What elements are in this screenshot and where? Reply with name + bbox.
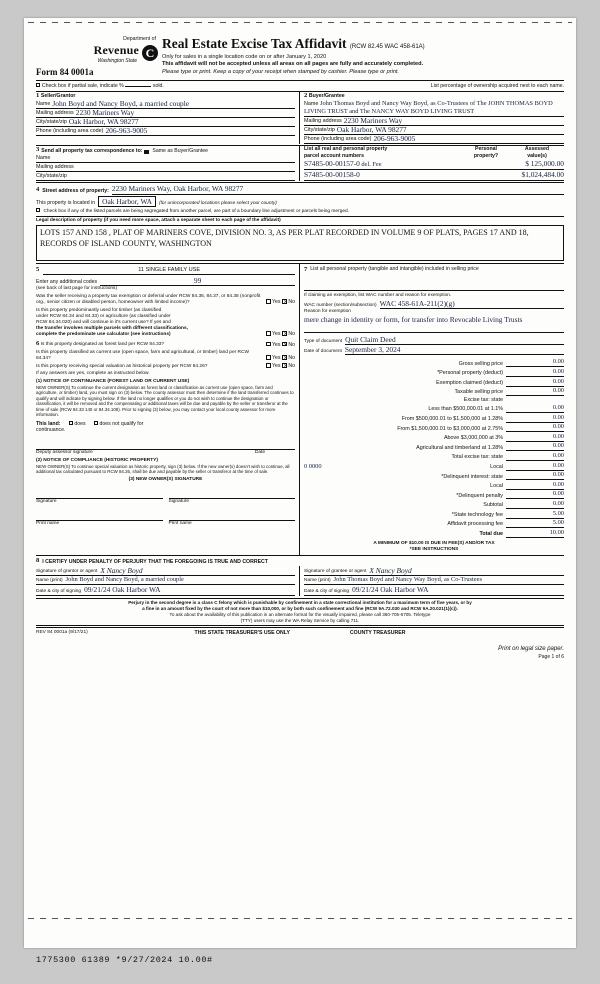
buyer-city-value: Oak Harbor, WA 98277 xyxy=(336,124,407,134)
assessed-value-2: $1,024,484.00 xyxy=(521,170,564,180)
money-label-16: *State technology fee xyxy=(451,511,503,518)
correspondence-mailing-field[interactable] xyxy=(36,163,295,172)
minimum-due-note-2: *SEE INSTRUCTIONS xyxy=(409,546,459,552)
additional-codes-value[interactable]: 99 xyxy=(100,276,295,286)
correspondence-city-label: City/state/zip xyxy=(36,173,67,180)
excise-tax-affidavit-form xyxy=(36,36,564,660)
land-does-label: does xyxy=(74,420,86,427)
seller-mailing-label: Mailing address xyxy=(36,109,74,116)
deputy-assessor-signature-field[interactable] xyxy=(36,439,295,450)
legal-description-value: LOTS 157 AND 158 , PLAT OF MARINERS COVE, DIVISION NO. 3, AS PER PLAT RECORDED IN VOLUME 9 OF PLATS, PAGES 17 AND 18, RECORDS OF ISLAND COUNTY, WASHINGTON xyxy=(40,228,529,249)
money-value-3[interactable]: 0.00 xyxy=(506,387,564,396)
money-label-13: Local xyxy=(490,483,503,490)
boundary-checkbox-row[interactable] xyxy=(36,208,564,215)
money-label-11: Local xyxy=(490,463,503,470)
grantor-signature-value[interactable]: X Nancy Boyd xyxy=(100,566,143,576)
section-8-certification xyxy=(36,555,564,596)
parcel-col1-line1: List all real and personal property xyxy=(304,146,388,153)
buyer-phone-value: 206-963-9005 xyxy=(373,133,416,143)
grantor-date-value[interactable]: 09/21/24 Oak Harbor WA xyxy=(84,585,161,595)
continuance-label: continuance. xyxy=(36,427,66,434)
header-line-1: Only for sales in a single location code on or after January 1, 2020 xyxy=(162,53,327,60)
question-timber-answer[interactable]: Yes X No xyxy=(266,331,295,338)
buyer-name-value: John Thomas Boyd and Nancy Way Boyd, as Co-Trustees of The JOHN THOMAS BOYD LIVING TRUST and The NANCY WAY BOYD LIVING TRUST xyxy=(304,100,553,116)
money-value-13[interactable]: 0.00 xyxy=(506,481,564,490)
question-historic-answer[interactable]: Yes X No xyxy=(266,363,295,370)
boundary-adjustment-label: Check box if any of the listed parcels are being segregated from another parcel, are part of a boundary line adjustment or parcels being merged. xyxy=(43,208,350,214)
signature-label-2: Signature xyxy=(168,498,190,504)
grantee-date-value[interactable]: 09/21/24 Oak Harbor WA xyxy=(352,585,429,595)
page-number: Page 1 of 6 xyxy=(538,653,564,660)
table-row[interactable] xyxy=(304,170,564,181)
section-6-number: 6 xyxy=(36,340,40,348)
money-value-0[interactable]: 0.00 xyxy=(506,358,564,367)
form-revision: REV 84 0001a (9/17/21) xyxy=(36,629,88,635)
sections-5-and-7 xyxy=(36,263,564,554)
correspondence-mailing-label: Mailing address xyxy=(36,164,74,171)
county-treasurer-label: COUNTY TREASURER xyxy=(349,629,406,636)
grantee-name-value[interactable]: John Thomas Boyd and Nancy Way Boyd, as Co-Trustees xyxy=(333,576,482,584)
notice-compliance-body: NEW OWNER(S) To continue special valuation as historic property, sign (3) below. If the new owner(s) doesn't wish to continue, all additional tax calculated pursuant to RCW 84.26, shall be due and payable by the seller or transferor at the time of sale. xyxy=(36,463,290,475)
assessed-value-1: $ 125,000.00 xyxy=(525,159,564,169)
parcel-col3-line2: value(s) xyxy=(527,152,547,159)
correspondence-city-field[interactable] xyxy=(36,172,295,181)
section-2-buyer xyxy=(300,92,564,144)
page-title xyxy=(162,36,564,53)
section-8-number: 8 xyxy=(36,556,40,564)
section-8-title: I CERTIFY UNDER PENALTY OF PERJURY THAT THE FOREGOING IS TRUE AND CORRECT xyxy=(42,558,268,565)
money-label-0: Gross selling price xyxy=(458,360,503,367)
money-label-2: Exemption claimed (deduct) xyxy=(436,379,503,386)
money-label-15: Subtotal xyxy=(483,502,503,509)
seller-city-label: City/state/zip xyxy=(36,118,67,125)
department-label: Department of xyxy=(123,36,156,42)
boundary-adjustment-checkbox[interactable] xyxy=(36,208,40,212)
bottom-dashed-edge xyxy=(28,918,572,919)
money-value-18[interactable]: 10.00 xyxy=(506,529,564,538)
signature-label-1: Signature xyxy=(36,498,57,504)
question-timber-text xyxy=(36,308,262,338)
wac-number-value[interactable]: WAC 458-61A-211(2)(g) xyxy=(380,299,564,309)
agency-block xyxy=(36,36,162,78)
land-does-not-label: does not qualify for xyxy=(99,420,144,427)
question-exemption-text: Was the seller receiving a property tax exemption or deferral under RCW 84.36, 84.37, or 84.38 (nonprofit org., senior citizen or disabled person, homeowner with limited income)? xyxy=(36,293,261,305)
partial-sale-row xyxy=(36,81,564,91)
seller-name-label: Name xyxy=(36,100,51,107)
if-any-yes-note: If any answers are yes, complete as instructed below. xyxy=(36,371,150,377)
grantee-signature-value[interactable]: X Nancy Boyd xyxy=(369,566,412,576)
question-forest-text: Is this property designated as forest land per RCW 84.33? xyxy=(40,342,165,348)
located-in-note: (for unincorporated locations please select your county) xyxy=(158,200,277,206)
seller-phone-label: Phone (including area code) xyxy=(36,127,104,134)
deputy-assessor-label: Deputy assessor signature xyxy=(36,449,93,455)
revenue-circle-logo-icon: C xyxy=(142,45,158,61)
parcel-number-1: S7485-00-00157-0 xyxy=(304,159,360,169)
street-address-label: Street address of property: xyxy=(42,188,109,195)
exemption-instruction: If claiming an exemption, list WAC number and reason for exemption. xyxy=(304,292,452,298)
question-exemption-answer[interactable]: Yes X No xyxy=(266,299,295,306)
section-4-property xyxy=(36,183,564,261)
money-value-5[interactable]: 0.00 xyxy=(506,404,564,413)
q6-no-checkbox[interactable] xyxy=(282,342,286,346)
q2-yes-checkbox[interactable] xyxy=(266,331,270,335)
q6b-yes-checkbox[interactable] xyxy=(266,355,270,359)
q6b-no-checkbox[interactable] xyxy=(282,355,286,359)
new-owner-printname-2[interactable] xyxy=(169,510,296,521)
parcel-col1-line2: parcel account numbers xyxy=(304,152,364,159)
buyer-phone-field[interactable] xyxy=(304,135,564,144)
section-3-number: 3 xyxy=(36,146,40,154)
parcel-col2-line1: Personal xyxy=(475,146,497,153)
wac-number-label: WAC number (section/subsection) xyxy=(304,302,377,308)
money-value-15[interactable]: 0.00 xyxy=(506,500,564,509)
notice-continuance-body: NEW OWNER(S) To continue the current designation as forest land or classification as current use (open space, farm and agriculture, or timber) land, you must sign on (3) below. The county assessor must then determine if the land transferred continues to qualify and will indicate by signing below. If the land no longer qualifies or you do not wish to continue the designation or classification, it will be removed and the compensating or additional taxes will be due and payable by the seller or transferor at the time of sale (RCW 84.33 140 or 84.34.108). Prior to signing (3) below, you may contact your local county assessor for more information. xyxy=(36,384,294,418)
section-3-correspondence xyxy=(36,146,564,181)
q6-yes-checkbox[interactable] xyxy=(266,342,270,346)
notice-continuance-title: (1) NOTICE OF CONTINUANCE (FOREST LAND OR CURRENT USE) xyxy=(36,378,190,384)
partial-sale-label: Check box if partial sale, indicate % xyxy=(41,82,124,89)
money-label-12: *Delinquent interest: state xyxy=(441,473,503,480)
revenue-wordmark: Revenue xyxy=(93,42,139,57)
section-1-title: Seller/Grantor xyxy=(40,92,76,99)
section-4-number: 4 xyxy=(36,186,40,194)
money-label-3: Taxable selling price xyxy=(454,389,503,396)
new-owner-signature-title: (3) NEW OWNER(S) SIGNATURE xyxy=(128,476,203,482)
seller-phone-field[interactable] xyxy=(36,127,295,136)
seller-phone-value: 206-963-9005 xyxy=(105,125,148,135)
section-5-instructions: (see back of last page for instructions) xyxy=(36,285,118,291)
q2-line3: RCW 84.34.020) and will continue in it's current use? If yes and xyxy=(36,319,171,325)
personal-property-input[interactable] xyxy=(304,275,564,291)
street-address-value[interactable]: 2230 Mariners Way, Oak Harbor, WA 98277 xyxy=(112,184,564,194)
money-label-14: *Delinquent penalty xyxy=(456,492,503,499)
q2-line5: complete the predominate use calculator (see instructions) xyxy=(36,331,171,337)
additional-codes-label: Enter any additional codes xyxy=(36,279,98,286)
question-currentuse-answer[interactable]: Yes X No xyxy=(266,355,295,362)
buyer-city-label: City/state/zip xyxy=(304,126,335,133)
legal-description-label: Legal description of property (if you need more space, attach a separate sheet to each page of the affidavit) xyxy=(36,216,564,224)
deputy-assessor-date-label: Date xyxy=(254,449,265,455)
q2-line2: under RCW 84.34 and 84.33) or agriculture (as classified under xyxy=(36,313,171,319)
top-dashed-edge xyxy=(28,22,572,23)
money-label-6: From $500,000.01 to $1,500,000 at 1.28% xyxy=(401,415,503,422)
money-value-16[interactable]: 5.00 xyxy=(506,510,564,519)
minimum-due-note-1: A MINIMUM OF $10.00 IS DUE IN FEE(S) AND/OR TAX xyxy=(373,540,495,546)
section-5-left xyxy=(36,264,300,554)
money-label-1: *Personal property (deduct) xyxy=(437,370,503,377)
grantor-name-value[interactable]: John Boyd and Nancy Boyd, a married couple xyxy=(65,576,184,584)
buyer-mailing-label: Mailing address xyxy=(304,117,342,124)
title-block xyxy=(162,36,564,76)
partial-sale-checkbox[interactable] xyxy=(36,83,40,87)
section-7-number: 7 xyxy=(304,266,308,274)
q2-no-checkbox[interactable] xyxy=(282,331,286,335)
form-header xyxy=(36,36,564,78)
money-value-10[interactable]: 0.00 xyxy=(506,452,564,461)
money-label-4: Excise tax: state xyxy=(463,396,503,403)
land-use-code-value[interactable]: 11 SINGLE FAMILY USE xyxy=(43,267,295,275)
money-value-17[interactable]: 5.00 xyxy=(506,519,564,528)
land-does-qualify-checkbox[interactable] xyxy=(69,421,73,425)
tax-computation-table xyxy=(304,358,564,537)
money-label-9: Agricultural and timberland at 1.28% xyxy=(416,444,503,451)
same-as-buyer-checkbox[interactable] xyxy=(144,150,148,154)
print-name-label-2: Print name xyxy=(168,520,192,526)
money-value-9[interactable]: 0.00 xyxy=(506,442,564,451)
parcel-table xyxy=(300,146,564,181)
buyer-name-label: Name xyxy=(304,101,319,108)
form-number: Form 84 0001a xyxy=(36,66,94,77)
buyer-name-field[interactable] xyxy=(304,100,564,117)
treasurer-use-label: THIS STATE TREASURER'S USE ONLY xyxy=(194,629,290,636)
money-label-10: Total excise tax: state xyxy=(451,454,503,461)
section-5-number: 5 xyxy=(36,266,40,274)
correspondence-name-field[interactable] xyxy=(36,154,295,163)
money-label-17: Affidavit processing fee xyxy=(447,521,503,528)
question-historic-text: Is this property receiving special valuation as historical property per RCW 84.26? xyxy=(36,364,208,369)
money-value-1[interactable]: 0.00 xyxy=(506,368,564,377)
header-line-2: This affidavit will not be accepted unless all areas on all pages are fully and accurately completed. xyxy=(162,61,424,68)
parcel-number-2: S7485-00-00158-0 xyxy=(304,170,360,180)
perjury-line-2: a fine in an amount fixed by the court of not more than $10,000, or by both such confinement and fine (RCW 9A.72.030 and RCW 9A.20.021(1)(c)). xyxy=(142,605,458,611)
receipt-stamp: 1775300 61389 *9/27/2024 10.00# xyxy=(36,955,213,965)
located-in-label: This property is located in xyxy=(36,200,96,207)
q2-line1: Is this property predominantly used for timber (as classified xyxy=(36,307,162,313)
partial-sale-suffix: sold. xyxy=(152,82,164,89)
parcel-table-header xyxy=(304,146,564,159)
document-type-label: Type of document xyxy=(304,339,343,345)
same-as-buyer-label: Same as Buyer/Grantee xyxy=(152,147,209,154)
print-note: Print on legal size paper. xyxy=(498,646,564,653)
q1-no-checkbox[interactable] xyxy=(282,299,286,303)
personal-property-label: List all personal property (tangible and intangible) included in selling price xyxy=(310,266,479,273)
parcel-col3-line1: Assessed xyxy=(524,146,550,153)
partial-sale-checkbox-group[interactable] xyxy=(36,83,164,90)
money-label-18: Total due xyxy=(479,531,503,538)
header-line-3: Please type or print. Keep a copy of your receipt when stamped by cashier. Please type or print. xyxy=(162,68,400,75)
legal-description-box[interactable] xyxy=(36,225,564,261)
money-value-8[interactable]: 0.00 xyxy=(506,433,564,442)
section-1-seller xyxy=(36,92,300,144)
seller-city-value: Oak Harbor, WA 98277 xyxy=(68,116,139,126)
page-title-text: Real Estate Excise Tax Affidavit xyxy=(162,36,347,51)
money-label-8: Above $3,000,000 at 3% xyxy=(443,435,503,442)
money-value-12[interactable]: 0.00 xyxy=(506,471,564,480)
notice-compliance-title: (2) NOTICE OF COMPLIANCE (HISTORIC PROPERTY) xyxy=(36,457,158,463)
section-3-label: Send all property tax correspondence to: xyxy=(41,147,143,154)
buyer-mailing-value: 2230 Mariners Way xyxy=(343,115,403,125)
this-land-label: This land: xyxy=(36,420,61,427)
money-label-7: From $1,500,000.01 to $3,000,000 at 2.75% xyxy=(397,425,503,432)
state-label: Washington State xyxy=(97,57,137,64)
reason-for-exemption-value[interactable]: mere change in identity or form, for transfer into Revocable Living Trusts xyxy=(304,315,564,333)
buyer-phone-label: Phone (including area code) xyxy=(304,135,372,142)
parties-section xyxy=(36,92,564,144)
located-in-value[interactable]: Oak Harbor, WA xyxy=(98,196,156,207)
money-value-2[interactable]: 0.00 xyxy=(506,378,564,387)
local-rate-value: 0 0000 xyxy=(304,462,322,470)
grantee-date-label: Date & city of signing xyxy=(304,588,350,594)
question-currentuse-text: Is this property classified as current use (open space, farm and agricultural, or timber) land per RCW 84.34? xyxy=(36,350,250,361)
ownership-note: List percentage of ownership acquired next to each name. xyxy=(430,82,564,89)
money-value-11[interactable]: 0.00 xyxy=(506,462,564,471)
q6c-yes-checkbox[interactable] xyxy=(266,363,270,367)
q2-line4: the transfer involves multiple parcels with different classifications, xyxy=(36,325,188,331)
grantee-certification xyxy=(300,566,564,596)
grantor-certification xyxy=(36,566,300,596)
parcel-col2-line2: property? xyxy=(473,152,499,159)
treasurer-footer xyxy=(36,627,564,636)
q1-yes-checkbox[interactable] xyxy=(266,299,270,303)
reason-for-exemption-label: Reason for exemption xyxy=(304,308,351,314)
section-2-title: Buyer/Grantee xyxy=(308,92,345,99)
money-value-6[interactable]: 0.00 xyxy=(506,414,564,423)
new-owner-signature-2[interactable] xyxy=(169,488,296,499)
perjury-line-1: Perjury in the second degree is a class C felony which is punishable by confinement in a state correctional institution for a maximum term of five years, or by xyxy=(128,600,472,606)
money-value-14[interactable]: 0.00 xyxy=(506,490,564,499)
new-owner-signature-1[interactable] xyxy=(36,488,163,499)
section-1-number: 1 xyxy=(36,91,40,99)
seller-name-value: John Boyd and Nancy Boyd, a married couple xyxy=(52,98,190,108)
grantee-name-label: Name (print) xyxy=(304,578,331,584)
money-value-7[interactable]: 0.00 xyxy=(506,423,564,432)
document-date-label: Date of document xyxy=(304,349,342,355)
document-type-value[interactable]: Quit Claim Deed xyxy=(345,335,564,345)
grantor-name-label: Name (print) xyxy=(36,578,63,584)
perjury-line-4: (TTY) users may use the WA Relay Service by calling 711. xyxy=(240,618,360,624)
grantor-signature-label: Signature of grantor or agent xyxy=(36,569,98,575)
new-owner-printname-1[interactable] xyxy=(36,510,163,521)
question-forest-answer[interactable]: Yes X No xyxy=(266,342,295,349)
seller-mailing-value: 2230 Mariners Way xyxy=(75,107,135,117)
perjury-notice xyxy=(36,598,564,627)
correspondence-name-label: Name xyxy=(36,155,51,162)
parcel-annotation-1: del. Fee xyxy=(361,161,382,169)
perjury-line-3: To ask about the availability of this publication in an alternate format for the visually impaired, please call 360-705-6705. Teletype xyxy=(169,612,431,618)
q6c-no-checkbox[interactable] xyxy=(282,363,286,367)
page-title-rcw: (RCW 82.45 WAC 458-61A) xyxy=(349,44,425,50)
section-2-number: 2 xyxy=(304,91,308,99)
land-does-not-qualify-checkbox[interactable] xyxy=(94,421,98,425)
document-date-value[interactable]: September 3, 2024 xyxy=(345,345,564,355)
partial-sale-percent-input[interactable] xyxy=(125,86,151,87)
print-name-label-1: Print name xyxy=(36,520,60,526)
section-7-right xyxy=(300,264,564,554)
grantor-date-label: Date & city of signing xyxy=(36,588,82,594)
money-label-5: Less than $500,000.01 at 1.1% xyxy=(428,406,503,413)
grantee-signature-label: Signature of grantee or agent xyxy=(304,569,367,575)
table-row[interactable] xyxy=(304,159,564,170)
